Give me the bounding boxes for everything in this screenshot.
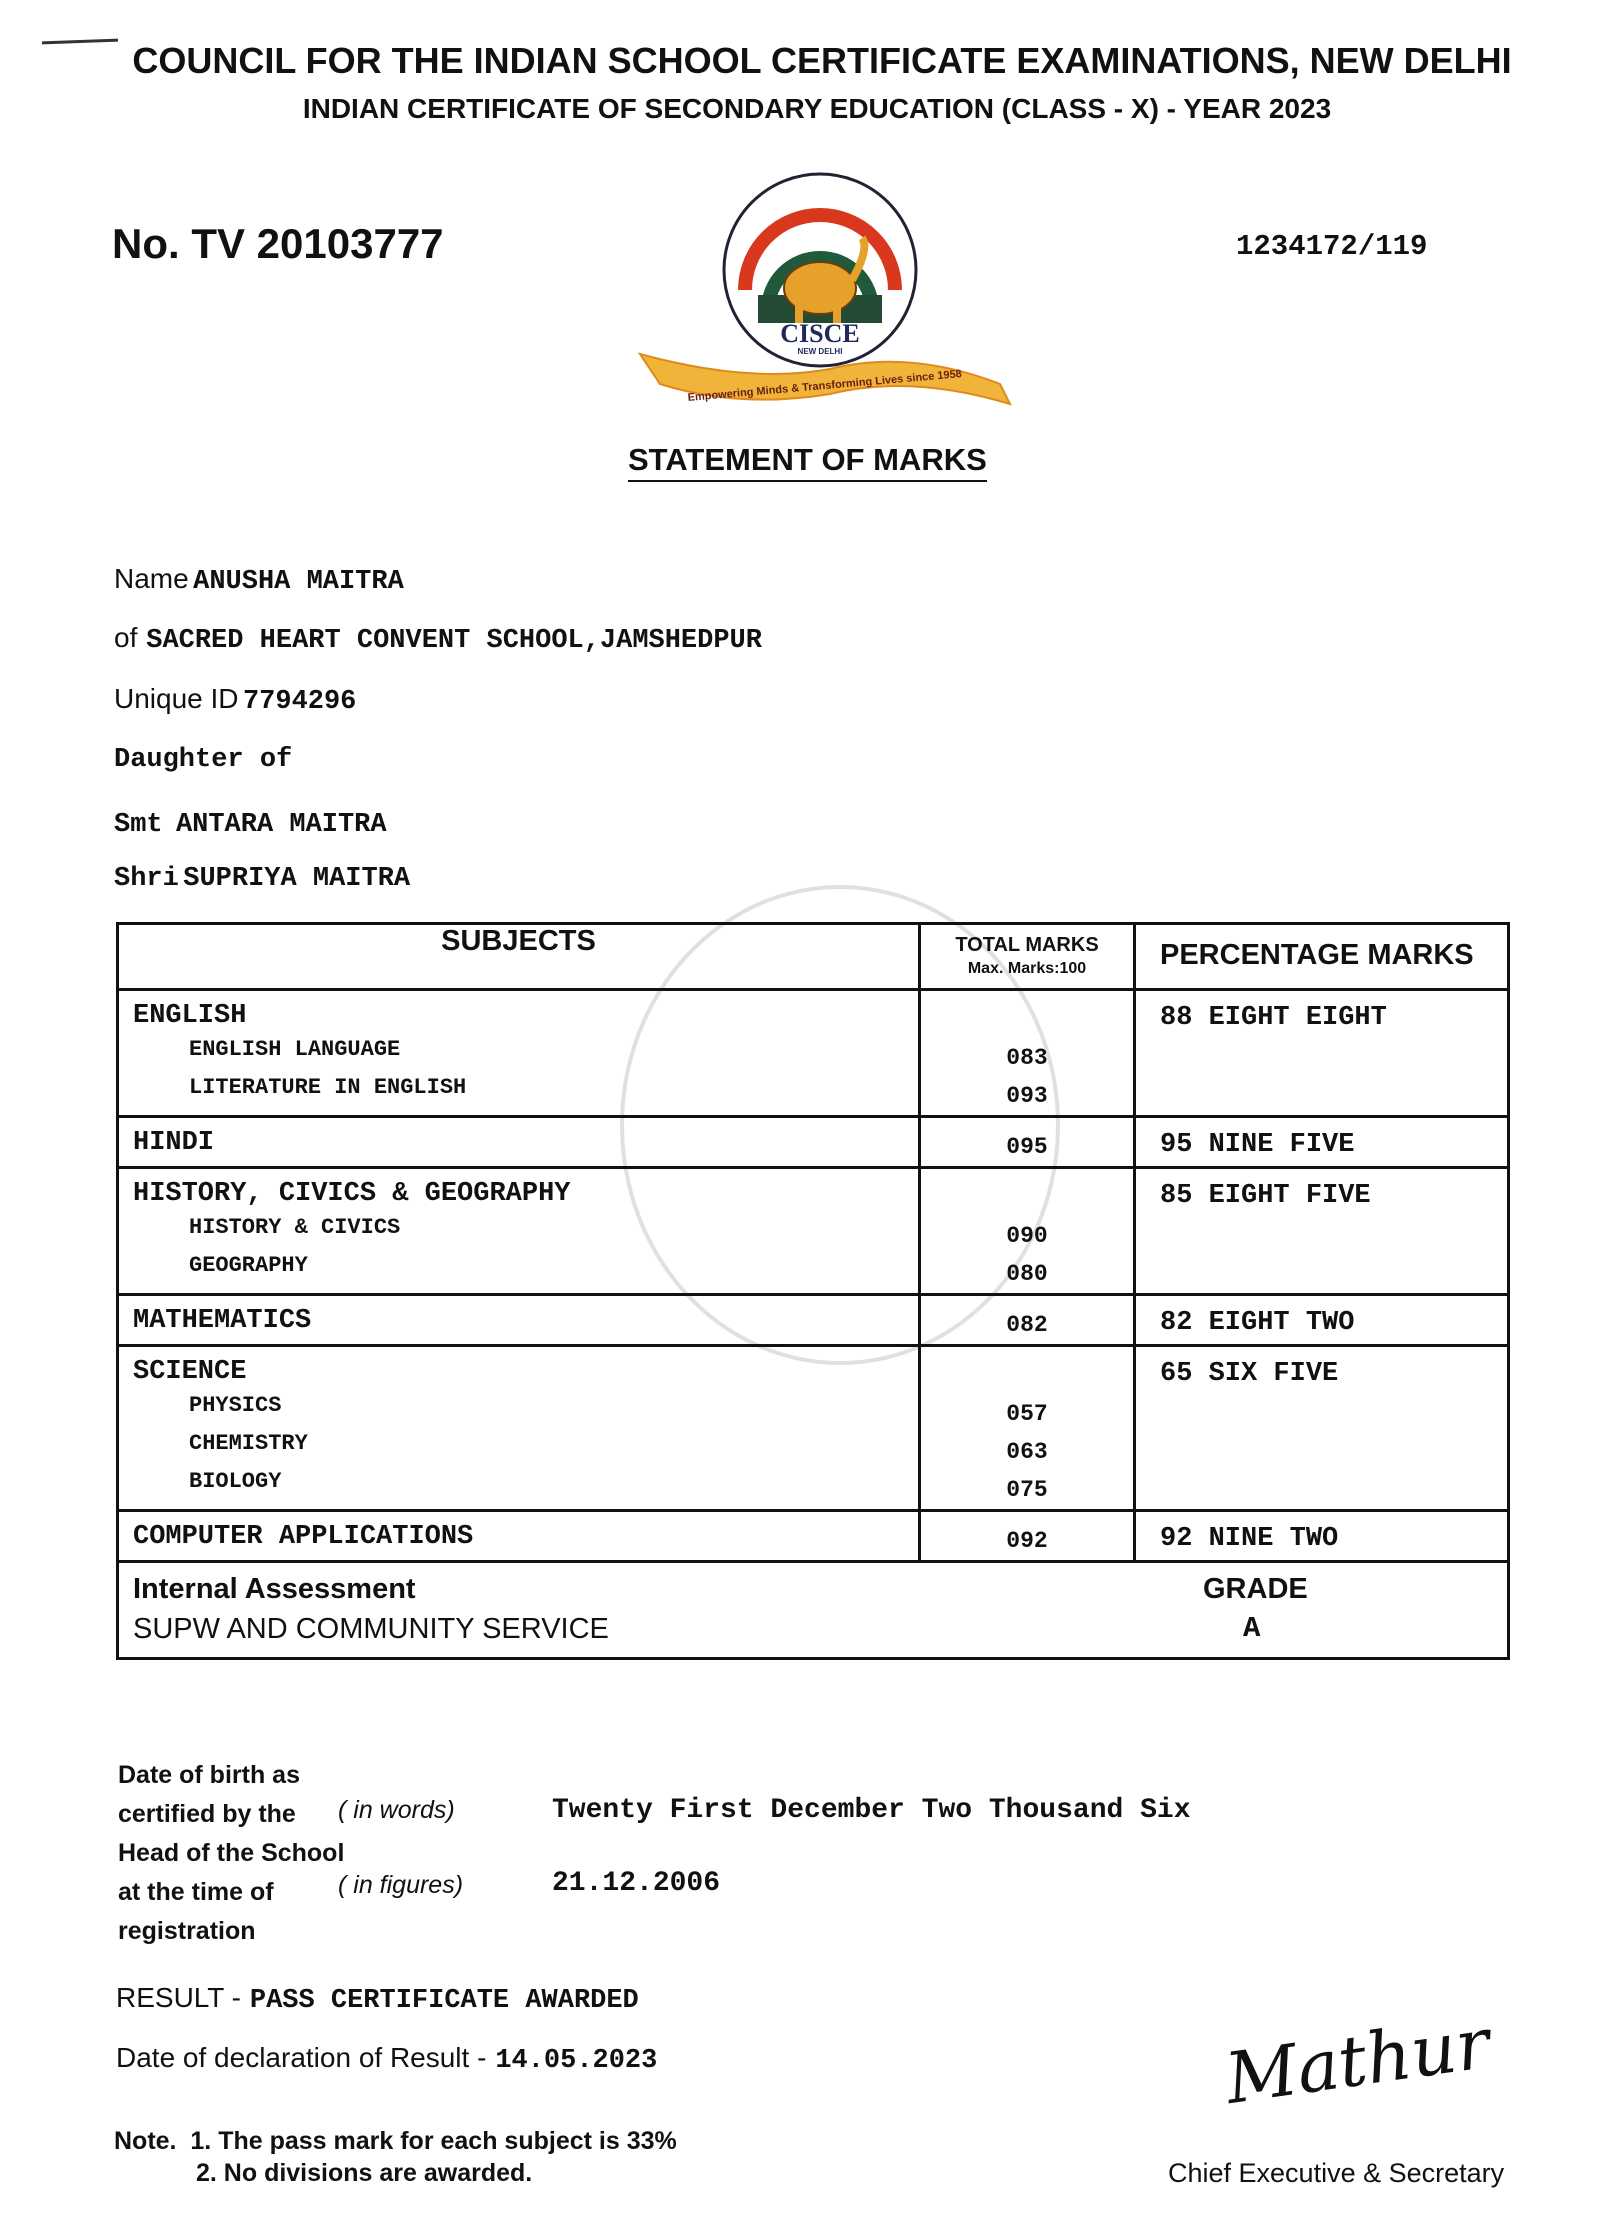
- subpaper-name: HISTORY & CIVICS: [189, 1215, 401, 1240]
- logo-ribbon: Empowering Minds & Transforming Lives since 1958: [687, 368, 963, 404]
- in-words-label: ( in words): [338, 1796, 455, 1824]
- reference-number: 1234172/119: [1236, 230, 1428, 263]
- percentage-marks: 85 EIGHT FIVE: [1135, 1168, 1509, 1295]
- subpaper-name: LITERATURE IN ENGLISH: [189, 1075, 467, 1100]
- table-row: [118, 990, 1509, 1117]
- percentage-marks: 82 EIGHT TWO: [1135, 1295, 1509, 1346]
- note-label: Note.: [114, 2127, 177, 2155]
- note-1: 1. The pass mark for each subject is 33%: [190, 2127, 677, 2155]
- signatory-title: Chief Executive & Secretary: [1168, 2158, 1505, 2188]
- subject-name: MATHEMATICS: [133, 1306, 312, 1336]
- candidate-name: ANUSHA MAITRA: [193, 567, 404, 597]
- father-line: [114, 864, 410, 894]
- dob-label: Date of birth as certified by the Head of the School at the time of registration: [118, 1761, 345, 1945]
- notes: [114, 2125, 677, 2189]
- subpaper-marks: 093: [1006, 1083, 1048, 1109]
- dob-in-figures: 21.12.2006: [552, 1868, 721, 1899]
- declaration-line: [116, 2042, 657, 2076]
- subpaper-marks: 075: [1006, 1477, 1048, 1503]
- subpaper-marks: 057: [1006, 1401, 1048, 1427]
- grade-label: GRADE: [1203, 1573, 1308, 1605]
- percentage-marks: 95 NINE FIVE: [1135, 1117, 1509, 1168]
- uid-line: [114, 683, 356, 717]
- max-marks-note: Max. Marks:100: [967, 960, 1087, 977]
- unique-id: 7794296: [242, 687, 357, 717]
- result-label: RESULT -: [116, 1982, 241, 2013]
- internal-assessment-row: [118, 1562, 1509, 1659]
- logo-city: NEW DELHI: [797, 347, 843, 356]
- exam-subtitle: INDIAN CERTIFICATE OF SECONDARY EDUCATION (CLASS - X) - YEAR 2023: [302, 93, 1332, 124]
- mother-line: [114, 810, 387, 840]
- name-line: [114, 563, 404, 597]
- signature: Mathur: [1220, 2001, 1495, 2121]
- total-marks-header: TOTAL MARKS Max. Marks:100: [920, 924, 1135, 990]
- subject-name: ENGLISH: [133, 1001, 247, 1031]
- percentage-marks: 65 SIX FIVE: [1135, 1346, 1509, 1511]
- subject-marks: 082: [1006, 1312, 1048, 1338]
- of-label: of: [114, 622, 138, 653]
- statement-title: STATEMENT OF MARKS: [628, 442, 987, 482]
- table-row: [118, 1117, 1509, 1168]
- note-2: 2. No divisions are awarded.: [196, 2159, 533, 2187]
- name-label: Name: [114, 563, 189, 594]
- logo-name: CISCE: [780, 319, 860, 348]
- table-header: [118, 924, 1509, 990]
- declaration-date: 14.05.2023: [495, 2046, 658, 2076]
- subpaper-marks: 063: [1006, 1439, 1048, 1465]
- uid-label: Unique ID: [114, 683, 239, 714]
- certificate-number: No. TV 20103777: [112, 220, 444, 267]
- declaration-label: Date of declaration of Result -: [116, 2042, 487, 2073]
- marks-table: [116, 922, 1510, 1660]
- subject-marks: 095: [1006, 1134, 1048, 1160]
- subject-name: SCIENCE: [133, 1357, 247, 1387]
- subpaper-name: ENGLISH LANGUAGE: [189, 1037, 401, 1062]
- percentage-marks: 92 NINE TWO: [1135, 1511, 1509, 1562]
- subjects-header: SUBJECTS: [118, 924, 920, 990]
- relation-label: Daughter of: [114, 745, 293, 775]
- subject-marks: 092: [1006, 1528, 1048, 1554]
- subject-name: COMPUTER APPLICATIONS: [133, 1522, 474, 1552]
- mother-name: ANTARA MAITRA: [175, 810, 387, 840]
- supw-grade: A: [1243, 1612, 1261, 1645]
- table-row: [118, 1295, 1509, 1346]
- cisce-logo: [630, 170, 1030, 440]
- subpaper-name: CHEMISTRY: [189, 1431, 308, 1456]
- result-line: [116, 1982, 639, 2016]
- subpaper-name: BIOLOGY: [189, 1469, 282, 1494]
- father-label: Shri: [114, 864, 179, 894]
- supw-label: SUPW AND COMMUNITY SERVICE: [133, 1613, 609, 1645]
- percentage-header: PERCENTAGE MARKS: [1135, 924, 1509, 990]
- dob-in-words: Twenty First December Two Thousand Six: [552, 1795, 1191, 1826]
- subpaper-name: PHYSICS: [189, 1393, 282, 1418]
- council-title: COUNCIL FOR THE INDIAN SCHOOL CERTIFICATE EXAMINATIONS, NEW DELHI: [132, 40, 1512, 81]
- mother-label: Smt: [114, 810, 163, 840]
- subpaper-name: GEOGRAPHY: [189, 1253, 308, 1278]
- subject-name: HINDI: [133, 1128, 215, 1158]
- subpaper-marks: 083: [1006, 1045, 1048, 1071]
- internal-label: Internal Assessment: [133, 1573, 416, 1605]
- table-row: [118, 1168, 1509, 1295]
- school-line: [114, 622, 762, 656]
- result-value: PASS CERTIFICATE AWARDED: [249, 1986, 639, 2016]
- table-row: [118, 1346, 1509, 1511]
- subject-name: HISTORY, CIVICS & GEOGRAPHY: [133, 1179, 571, 1209]
- father-name: SUPRIYA MAITRA: [183, 864, 411, 894]
- subpaper-marks: 080: [1006, 1261, 1048, 1287]
- percentage-marks: 88 EIGHT EIGHT: [1135, 990, 1509, 1117]
- in-figures-label: ( in figures): [338, 1871, 464, 1899]
- school-name: SACRED HEART CONVENT SCHOOL,JAMSHEDPUR: [146, 626, 762, 656]
- subpaper-marks: 090: [1006, 1223, 1048, 1249]
- table-row: [118, 1511, 1509, 1562]
